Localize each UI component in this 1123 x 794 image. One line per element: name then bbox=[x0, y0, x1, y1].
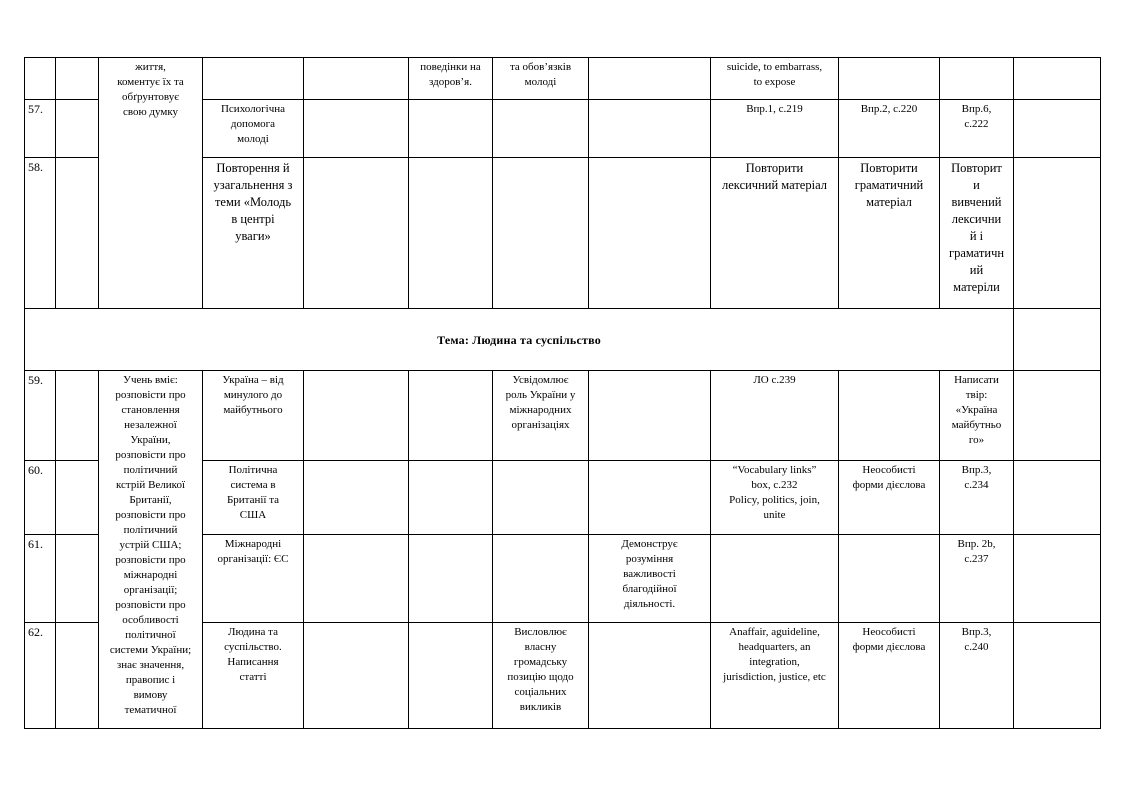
cell-expected-results: життя, коментує їх та обґрунтовує свою думку bbox=[99, 58, 203, 309]
cell-topic: Політична система в Британії та США bbox=[203, 461, 304, 535]
cell-col6 bbox=[409, 371, 493, 461]
cell-vocabulary: Повторити лексичний матеріал bbox=[711, 158, 839, 309]
cell-grammar bbox=[839, 58, 940, 100]
cell-grammar: Впр.2, с.220 bbox=[839, 100, 940, 158]
cell-date bbox=[56, 100, 99, 158]
cell-col5 bbox=[304, 535, 409, 623]
cell-col8 bbox=[589, 623, 711, 729]
cell-col5 bbox=[304, 623, 409, 729]
cell-col7: та обов’язків молоді bbox=[493, 58, 589, 100]
cell-number: 59. bbox=[25, 371, 56, 461]
cell-homework: Впр.3, с.240 bbox=[940, 623, 1014, 729]
cell-col6 bbox=[409, 623, 493, 729]
cell-grammar: Неособисті форми дієслова bbox=[839, 461, 940, 535]
cell-date bbox=[56, 158, 99, 309]
cell-col7 bbox=[493, 158, 589, 309]
table-row-theme bbox=[25, 309, 1101, 371]
cell-notes bbox=[1014, 371, 1101, 461]
cell-col6 bbox=[409, 158, 493, 309]
cell-col5 bbox=[304, 461, 409, 535]
cell-grammar: Неособисті форми дієслова bbox=[839, 623, 940, 729]
cell-number bbox=[25, 58, 56, 100]
cell-notes bbox=[1014, 58, 1101, 100]
cell-col5 bbox=[304, 158, 409, 309]
cell-vocabulary: Anaffair, aguideline, headquarters, an integration, jurisdiction, justice, etc bbox=[711, 623, 839, 729]
cell-topic: Україна – від минулого до майбутнього bbox=[203, 371, 304, 461]
cell-date bbox=[56, 371, 99, 461]
table-row-59 bbox=[25, 371, 1101, 461]
cell-homework: Повторит и вивчений лексични й і граматичн ий матеріли bbox=[940, 158, 1014, 309]
cell-notes bbox=[1014, 158, 1101, 309]
cell-col7 bbox=[493, 461, 589, 535]
cell-col6 bbox=[409, 461, 493, 535]
table-row-continuation bbox=[25, 58, 1101, 100]
cell-col8 bbox=[589, 461, 711, 535]
cell-notes bbox=[1014, 309, 1101, 371]
cell-col8 bbox=[589, 371, 711, 461]
cell-date bbox=[56, 461, 99, 535]
cell-col5 bbox=[304, 100, 409, 158]
cell-col6: поведінки на здоров’я. bbox=[409, 58, 493, 100]
cell-vocabulary: Впр.1, с.219 bbox=[711, 100, 839, 158]
cell-homework: Впр.6, с.222 bbox=[940, 100, 1014, 158]
cell-vocabulary: suicide, to embarrass, to expose bbox=[711, 58, 839, 100]
cell-col7 bbox=[493, 535, 589, 623]
cell-homework: Впр.3, с.234 bbox=[940, 461, 1014, 535]
cell-vocabulary: “Vocabulary links” box, c.232 Policy, politics, join, unite bbox=[711, 461, 839, 535]
cell-notes bbox=[1014, 623, 1101, 729]
cell-grammar: Повторити граматичний матеріал bbox=[839, 158, 940, 309]
cell-homework bbox=[940, 58, 1014, 100]
cell-notes bbox=[1014, 461, 1101, 535]
cell-number: 58. bbox=[25, 158, 56, 309]
cell-homework: Впр. 2b, с.237 bbox=[940, 535, 1014, 623]
cell-topic bbox=[203, 58, 304, 100]
cell-col7: Висловлює власну громадську позицію щодо соціальних викликів bbox=[493, 623, 589, 729]
cell-number: 61. bbox=[25, 535, 56, 623]
cell-col7 bbox=[493, 100, 589, 158]
lesson-plan-table bbox=[24, 57, 1101, 729]
cell-vocabulary: ЛО с.239 bbox=[711, 371, 839, 461]
cell-col8 bbox=[589, 158, 711, 309]
cell-date bbox=[56, 58, 99, 100]
cell-number: 62. bbox=[25, 623, 56, 729]
cell-col5 bbox=[304, 371, 409, 461]
section-theme-title: Тема: Людина та суспільство bbox=[25, 309, 1014, 371]
cell-vocabulary bbox=[711, 535, 839, 623]
cell-col8 bbox=[589, 100, 711, 158]
cell-topic: Психологічна допомога молоді bbox=[203, 100, 304, 158]
cell-grammar bbox=[839, 535, 940, 623]
cell-notes bbox=[1014, 100, 1101, 158]
cell-col7: Усвідомлює роль України у міжнародних організаціях bbox=[493, 371, 589, 461]
cell-grammar bbox=[839, 371, 940, 461]
cell-col6 bbox=[409, 535, 493, 623]
cell-number: 57. bbox=[25, 100, 56, 158]
cell-homework: Написати твір: «Україна майбутньо го» bbox=[940, 371, 1014, 461]
cell-topic: Людина та суспільство. Написання статті bbox=[203, 623, 304, 729]
cell-topic: Міжнародні організації: ЄС bbox=[203, 535, 304, 623]
cell-number: 60. bbox=[25, 461, 56, 535]
cell-date bbox=[56, 623, 99, 729]
cell-col8 bbox=[589, 58, 711, 100]
cell-notes bbox=[1014, 535, 1101, 623]
cell-expected-results: Учень вміє: розповісти про становлення незалежної України, розповісти про політичний кстрій Великої Британії, розповісти про політичний устрій США; розповісти про міжнародні організації; розповісти про особливості політичної системи України; знає значення, правопис і вимову тематичної bbox=[99, 371, 203, 729]
cell-col5 bbox=[304, 58, 409, 100]
cell-col6 bbox=[409, 100, 493, 158]
cell-topic: Повторення й узагальнення з теми «Молодь в центрі уваги» bbox=[203, 158, 304, 309]
cell-col8: Демонструє розуміння важливості благодійної діяльності. bbox=[589, 535, 711, 623]
cell-date bbox=[56, 535, 99, 623]
